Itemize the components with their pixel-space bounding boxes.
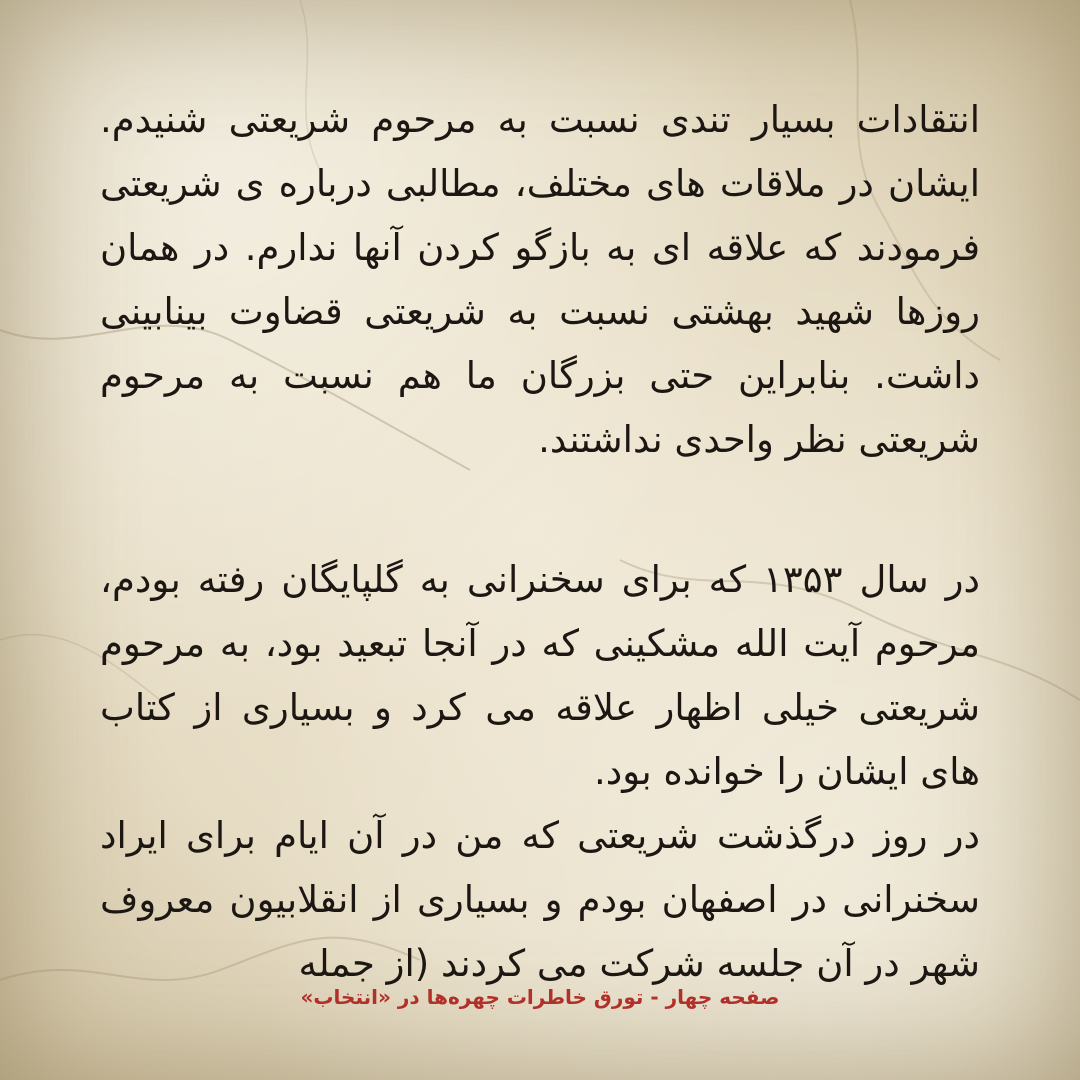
paragraph-1: انتقادات بسیار تندی نسبت به مرحوم شریعتی شنیدم. ایشان در ملاقات های مختلف، مطالبی درباره ی شریعتی فرمودند که علاقه ای به بازگو کردن آنها ندارم. در همان روزها شهید بهشتی نسبت به شریعتی قضاوت بینابینی داشت. بنابراین حتی بزرگان ما هم نسبت به مرحوم شریعتی نظر واحدی نداشتند. (100, 98, 980, 461)
page-footer: صفحه چهار - تورق خاطرات چهره‌ها در «انتخاب» (300, 985, 780, 1009)
paragraph-3: در روز درگذشت شریعتی که من در آن ایام برای ایراد سخنرانی در اصفهان بودم و بسیاری از انقلابیون معروف شهر در آن جلسه شرکت می کردند (از جمله (100, 814, 980, 985)
paragraph-2: در سال ۱۳۵۳ که برای سخنرانی به گلپایگان رفته بودم، مرحوم آیت الله مشکینی که در آنجا تبعید بود، به مرحوم شریعتی خیلی اظهار علاقه می کرد و بسیاری از کتاب های ایشان را خوانده بود. (100, 558, 981, 793)
document-body (100, 88, 980, 996)
paragraph-spacer (100, 472, 980, 548)
